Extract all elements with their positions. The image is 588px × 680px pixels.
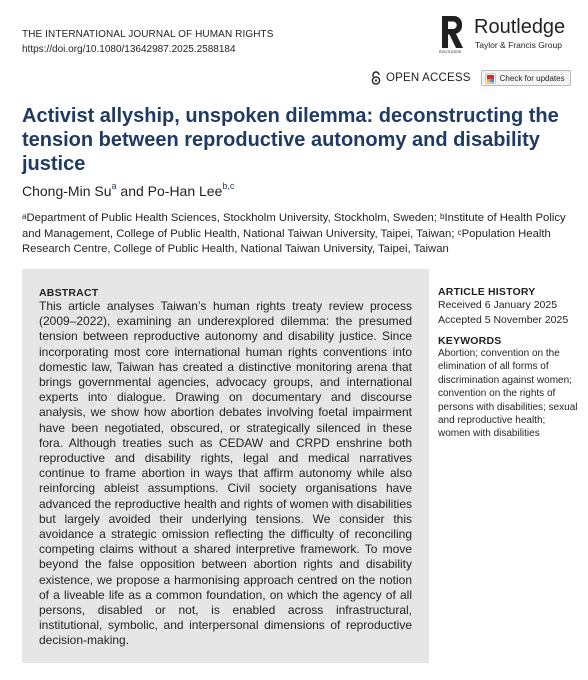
keywords-heading: KEYWORDS — [438, 335, 502, 347]
check-for-updates-label: Check for updates — [499, 73, 565, 83]
open-access-label: OPEN ACCESS — [386, 72, 471, 84]
article-history-heading: ARTICLE HISTORY — [438, 286, 536, 298]
accepted-date: Accepted 5 November 2025 — [438, 313, 569, 326]
abstract-heading: ABSTRACT — [39, 287, 99, 299]
affiliation-marker: a — [22, 212, 27, 221]
abstract-box — [22, 269, 429, 663]
routledge-logo-icon — [438, 14, 466, 54]
logo-wordmark: ROUTLEDGE — [439, 50, 462, 54]
author-joiner: and — [120, 183, 144, 199]
journal-name: THE INTERNATIONAL JOURNAL OF HUMAN RIGHTS — [22, 29, 274, 40]
author-name[interactable]: Chong-Min Su — [22, 183, 112, 199]
abstract-text: This article analyses Taiwan’s human rights treaty review process (2009–2022), examining an underexplored dilemma: the presumed tension between reproductive autonomy and disability justice. Since incorporating most core international human rights conventions into domestic law, Taiwan has created a distinctive monitoring arena that brings governmental agencies, advocacy groups, and international experts into dialogue. Drawing on documentary and discourse analysis, we show how abortion debates involving foetal impairment have been negotiated, obscured, or strategically silenced in these fora. Although treaties such as CEDAW and CRPD enshrine both reproductive and disability rights, legal and medical narratives continue to frame abortion in ways that affirm autonomy while also reinforcing ableist assumptions. Civil society organisations have advanced the reproductive health and rights of women with disabilities but largely avoided their underlying tensions. We consider this avoidance a strategic omission reflecting the difficulty of reconciling competing claims without a shared interpretive framework. To move beyond the false opposition between abortion rights and disability existence, we propose a harmonising approach centred on the notion of a liveable life as a common foundation, on which the agency of all persons, disabled or not, is enabled across infrastructural, institutional, symbolic, and interpersonal dimensions of reproductive decision-making. — [39, 299, 412, 648]
crossmark-icon — [485, 73, 496, 84]
doi-link[interactable]: https://doi.org/10.1080/13642987.2025.2588184 — [22, 44, 236, 55]
check-for-updates-button[interactable] — [481, 70, 571, 86]
publisher-group: Taylor & Francis Group — [475, 40, 562, 50]
received-date: Received 6 January 2025 — [438, 299, 558, 311]
affiliation-marker: b — [440, 212, 445, 221]
author-list — [22, 183, 234, 199]
affiliation-text: Institute of Health Policy and Management, College of Public Health, National Taiwan University, Taipei, Taiwan; — [22, 212, 566, 240]
affiliations — [22, 211, 570, 258]
publisher-name: Routledge — [474, 16, 566, 38]
affiliation-text: Population Health Research Centre, College of Public Health, National Taiwan University, Taipei, Taiwan — [22, 227, 551, 255]
publisher-block — [438, 14, 578, 56]
open-lock-icon — [370, 71, 382, 85]
affiliation-text: Department of Public Health Sciences, Stockholm University, Stockholm, Sweden; — [26, 212, 441, 224]
author-affiliation-marker[interactable]: a — [111, 181, 117, 191]
access-row — [370, 69, 571, 87]
article-sidebar — [438, 286, 580, 441]
affiliation-marker: c — [457, 227, 462, 237]
author-name[interactable]: Po-Han Lee — [147, 183, 223, 199]
author-affiliation-marker[interactable]: b,c — [222, 181, 235, 191]
keywords-text: Abortion; convention on the elimination of all forms of discrimination against women; convention on the rights of persons with disabilities; sexual and reproductive health; women with disabilities — [438, 348, 578, 440]
article-title: Activist allyship, unspoken dilemma: deconstructing the tension between reproductive autonomy and disability justice — [22, 105, 559, 175]
